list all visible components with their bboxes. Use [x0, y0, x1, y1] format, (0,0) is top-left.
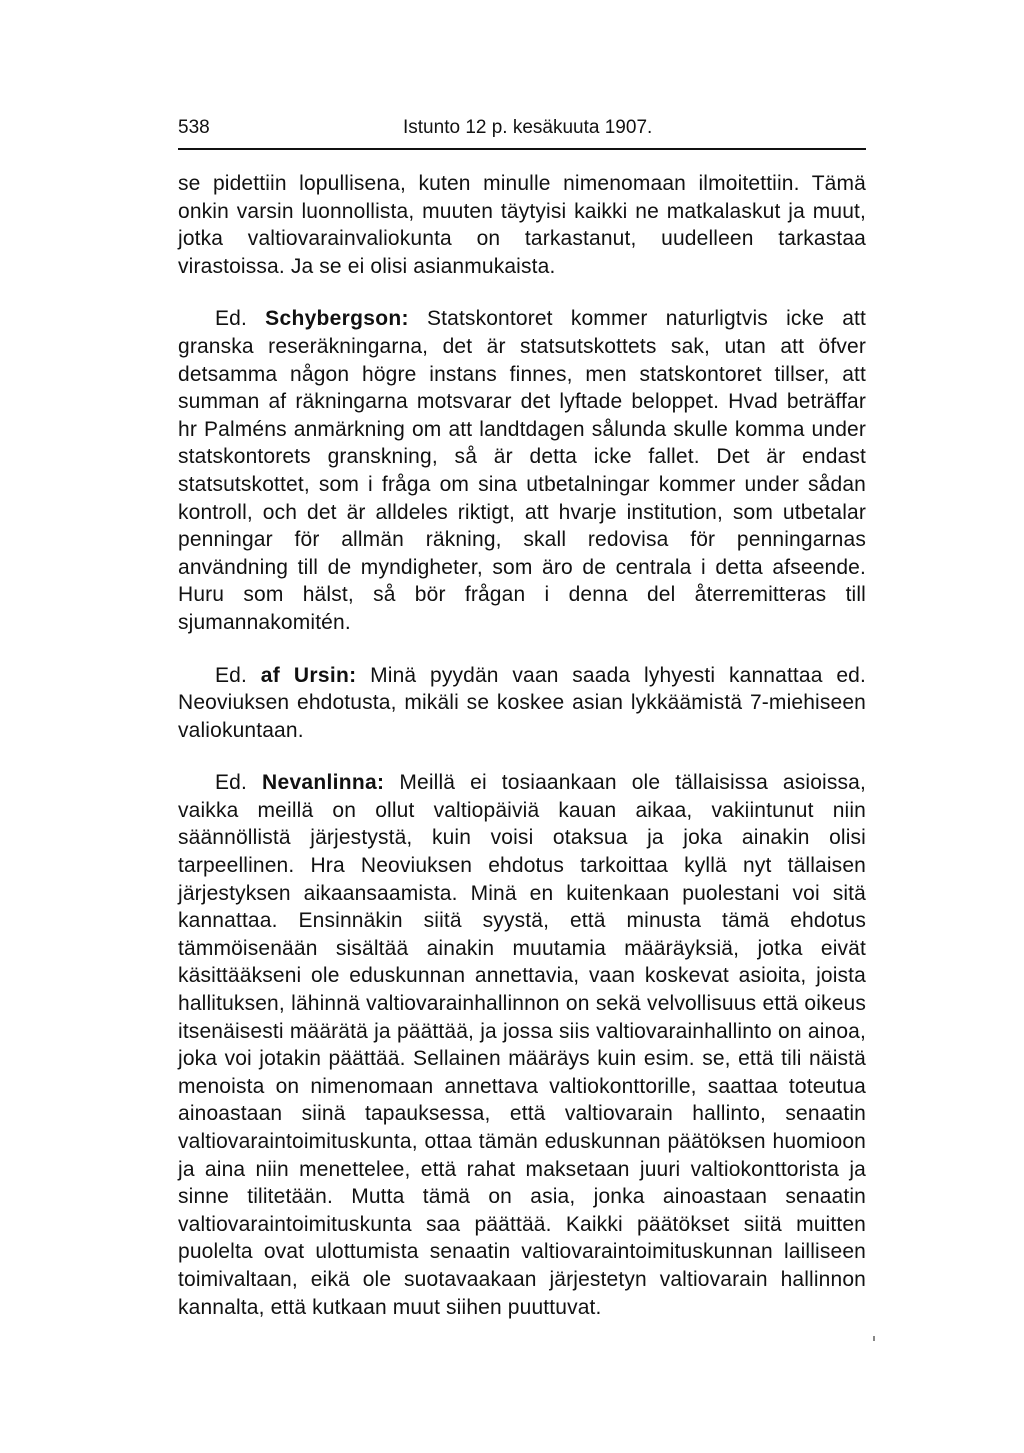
speech-schybergson [178, 305, 866, 636]
speaker-name: Nevanlinna: [262, 771, 385, 795]
running-title: Istunto 12 p. kesäkuuta 1907. [403, 117, 653, 138]
speech-prefix: Ed. [215, 663, 261, 687]
document-page [178, 112, 866, 1319]
paragraph-continuation [178, 170, 866, 280]
speech-prefix: Ed. [215, 307, 266, 331]
speaker-name: Schybergson: [265, 307, 409, 331]
paragraph-text: se pidettiin lopullisena, kuten minulle nimenomaan ilmoitettiin. Tämä onkin varsin luonnollista, muuten täytyisi kaikki ne matkalaskut ja muut, jotka valtiovarainvaliokunta on tarkastanut, uudelleen tarkastaa virastoissa. Ja se ei olisi asianmukaista. [178, 172, 866, 278]
page-header [178, 112, 866, 144]
speaker-name: af Ursin: [260, 663, 357, 687]
speech-prefix: Ed. [215, 771, 262, 795]
scan-speck [873, 1336, 875, 1341]
speech-af-ursin [178, 662, 866, 745]
document-body [178, 170, 866, 1346]
speech-text: Meillä ei tosiaankaan ole tällaisissa asioissa, vaikka meillä on ollut valtiopäiviä kauan aikaa, vakiintunut niin säännöllistä järjestystä, kuin voisi otaksua ja joka ainakin olisi tarpeellinen. Hra Neoviuksen ehdotus tarkoittaa kyllä nyt tällaisen järjestyksen aikaansaamista. Minä en kuitenkaan puolestani voi sitä kannattaa. Ensinnäkin siitä syystä, että minusta tämä ehdotus tämmöisenään sisältää ainakin muutamia määräyksiä, jotka eivät käsittääkseni ole eduskunnan annettavia, vaan koskevat asioita, joista hallituksen, lähinnä valtiovarainhallinnon on sekä velvollisuus että oikeus itsenäisesti määrätä ja päättää, ja jossa siis valtiovarainhallinto on ainoa, joka voi jotakin päättää. Sellainen määräys kuin esim. se, että tili näistä menoista on nimenomaan annettava valtiokonttorille, saattaa toteutua ainoastaan siinä tapauksessa, että valtiovarain hallinto, senaatin valtiovaraintoimituskunta, ottaa tämän eduskunnan päätöksen huomioon ja aina niin menettelee, että rahat maksetaan juuri valtiokonttorista ja sinne tilitetään. Mutta tämä on asia, jonka ainoastaan senaatin valtiovaraintoimituskunta saa päättää. Kaikki päätökset siitä muitten puolelta ovat ulottumista senaatin valtiovaraintoimituskunnan lailliseen toimivaltaan, eikä ole suotavaakaan järjestetyn valtiovarain hallinnon kannalta, että kutkaan muut siihen puuttuvat. [178, 771, 866, 1319]
speech-text: Minä pyydän vaan saada lyhyesti kannattaa ed. Neoviuksen ehdotusta, mikäli se koskee asian lykkäämistä 7-miehiseen valiokuntaan. [178, 663, 866, 742]
header-rule [178, 148, 866, 150]
speech-text: Statskontoret kommer naturligtvis icke att granska reseräkningarna, det är statsutskottets sak, utan att öfver detsamma någon högre instans finnes, men statskontoret tillser, att summan af räkningarna motsvarar det lyftade beloppet. Hvad beträffar hr Palméns anmärkning om att landtdagen sålunda skulle komma under statskontorets granskning, så är detta icke fallet. Det är endast statsutskottet, som i fråga om sina utbetalningar kommer under sådan kontroll, och det är alldeles riktigt, att hvarje institution, som utbetalar penningar för allmän räkning, skall redovisa för penningarnas användning till de myndigheter, som äro de centrala i detta afseende. Huru som hälst, så bör frågan i denna del återremitteras till sjumannakomitén. [178, 307, 866, 634]
speech-nevanlinna [178, 769, 866, 1321]
page-number: 538 [178, 117, 210, 138]
